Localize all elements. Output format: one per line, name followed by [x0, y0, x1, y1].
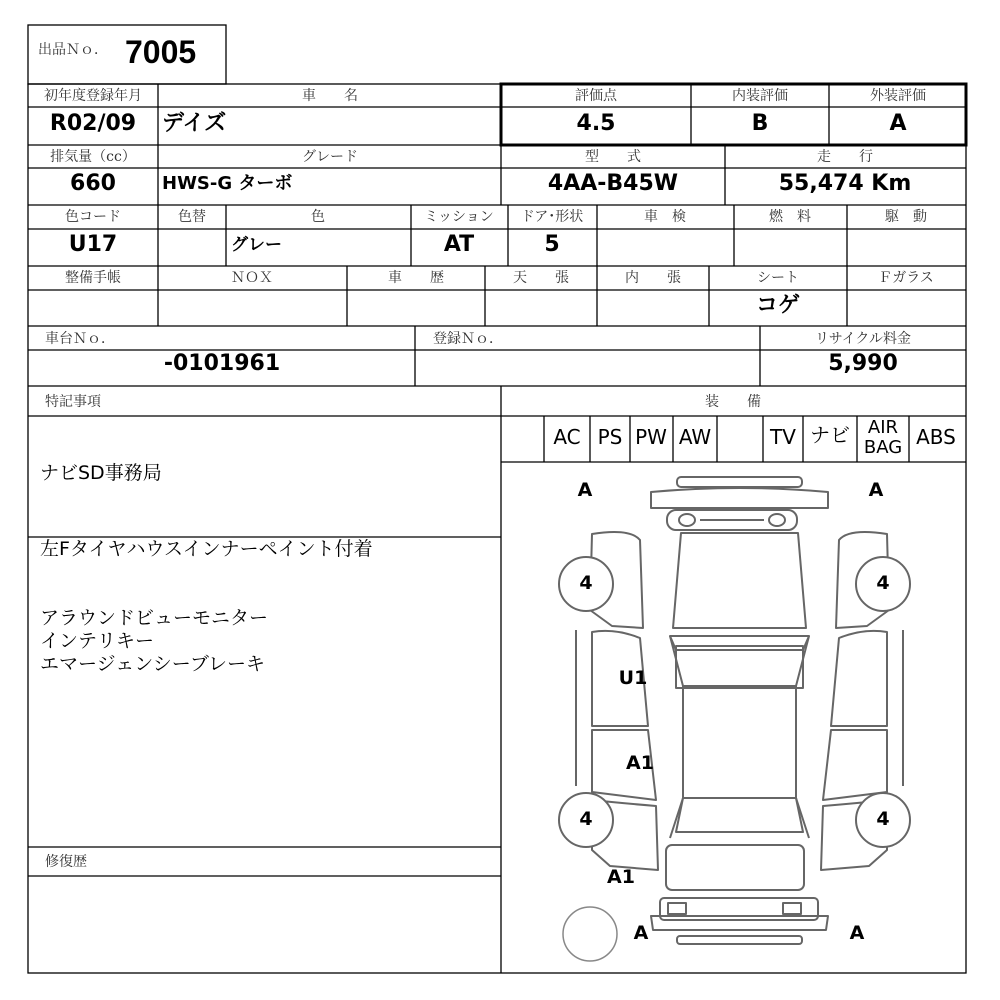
diagram-corner-front-right: A — [868, 479, 884, 501]
fuel-label: 燃 料 — [769, 209, 811, 225]
interior-value: B — [751, 111, 769, 136]
lot-number: 7005 — [125, 34, 197, 70]
diagram-tire-rear-right: 4 — [876, 808, 890, 830]
recycle-value: 5,990 — [828, 351, 898, 376]
seat-value: コゲ — [755, 293, 801, 318]
glass-label: Ｆガラス — [878, 270, 934, 286]
equipment-item-ps: PS — [597, 425, 623, 449]
note-line-3: アラウンドビューモニター — [40, 607, 269, 629]
diagram-mark-a1-door: A1 — [626, 752, 654, 774]
equipment-item-airbag-line1: AIR — [867, 417, 899, 438]
color-value: グレー — [231, 235, 282, 255]
equipment-item-navi: ナビ — [810, 423, 850, 447]
note-line-5: エマージェンシーブレーキ — [40, 653, 266, 675]
equipment-item-aw: AW — [678, 425, 712, 449]
color-code-label: 色コード — [65, 209, 121, 225]
grade-label: グレード — [302, 149, 358, 165]
chassis-label: 車台Ｎｏ． — [45, 331, 115, 347]
displacement-label: 排気量（cc） — [50, 149, 136, 165]
equipment-item-abs: ABS — [916, 425, 956, 449]
history-label: 車 歴 — [388, 270, 444, 286]
spare-tire-circle — [563, 907, 617, 961]
nox-label: ＮＯＸ — [231, 270, 273, 286]
ceiling-label: 天 張 — [513, 270, 569, 286]
recycle-label: リサイクル料金 — [814, 331, 912, 347]
equipment-item-airbag-line2: BAG — [863, 437, 903, 458]
mileage-value: 55,474 Km — [778, 171, 912, 196]
displacement-value: 660 — [70, 171, 116, 196]
first-reg-value: R02/09 — [49, 111, 137, 136]
maintenance-label: 整備手帳 — [65, 270, 121, 286]
diagram-tire-front-left: 4 — [579, 572, 593, 594]
grade-value: HWS-G ターボ — [162, 173, 293, 194]
mileage-label: 走 行 — [817, 149, 873, 165]
diagram-corner-rear-left: A — [633, 922, 649, 944]
first-reg-label: 初年度登録年月 — [44, 88, 142, 104]
score-value: 4.5 — [576, 111, 616, 136]
door-label: ドア･形状 — [520, 209, 584, 225]
diagram-tire-front-right: 4 — [876, 572, 890, 594]
door-value: 5 — [544, 232, 560, 257]
seat-label: シート — [757, 270, 799, 286]
interior-label: 内装評価 — [732, 88, 788, 104]
equipment-item-tv: TV — [770, 425, 796, 449]
exterior-value: A — [889, 111, 907, 136]
note-line-4: インテリキー — [40, 630, 155, 652]
diagram-tire-rear-left: 4 — [579, 808, 593, 830]
color-code-value: U17 — [68, 232, 118, 257]
reg-no-label: 登録Ｎｏ． — [433, 331, 503, 347]
diagram-corner-rear-right: A — [849, 922, 865, 944]
chassis-value: -0101961 — [163, 351, 281, 376]
notes-label: 特記事項 — [45, 394, 101, 410]
model-label: 型 式 — [585, 149, 641, 165]
drive-label: 駆 動 — [885, 209, 927, 225]
repaint-label: 色替 — [178, 209, 206, 225]
diagram-corner-front-left: A — [577, 479, 593, 501]
repair-history-label: 修復歴 — [45, 854, 87, 870]
diagram-mark-u1: U1 — [618, 667, 648, 689]
inspection-label: 車 検 — [644, 209, 686, 225]
equipment-item-pw: PW — [635, 425, 667, 449]
interior-trim-label: 内 張 — [625, 270, 681, 286]
car-name-label: 車 名 — [302, 88, 358, 104]
mission-value: AT — [443, 232, 475, 257]
score-label: 評価点 — [575, 88, 617, 104]
exterior-label: 外装評価 — [870, 88, 926, 104]
note-line-1: ナビSD事務局 — [40, 462, 162, 484]
note-line-2: 左Fタイヤハウスインナーペイント付着 — [40, 538, 373, 560]
lot-label: 出品Ｎｏ． — [38, 42, 108, 58]
color-label: 色 — [311, 209, 325, 225]
car-name-value: デイズ — [162, 111, 227, 136]
diagram-mark-a1-rear: A1 — [607, 866, 635, 888]
mission-label: ミッション — [424, 209, 494, 225]
model-value: 4AA-B45W — [547, 171, 679, 196]
equipment-label: 装 備 — [705, 394, 761, 410]
equipment-item-ac: AC — [553, 425, 581, 449]
